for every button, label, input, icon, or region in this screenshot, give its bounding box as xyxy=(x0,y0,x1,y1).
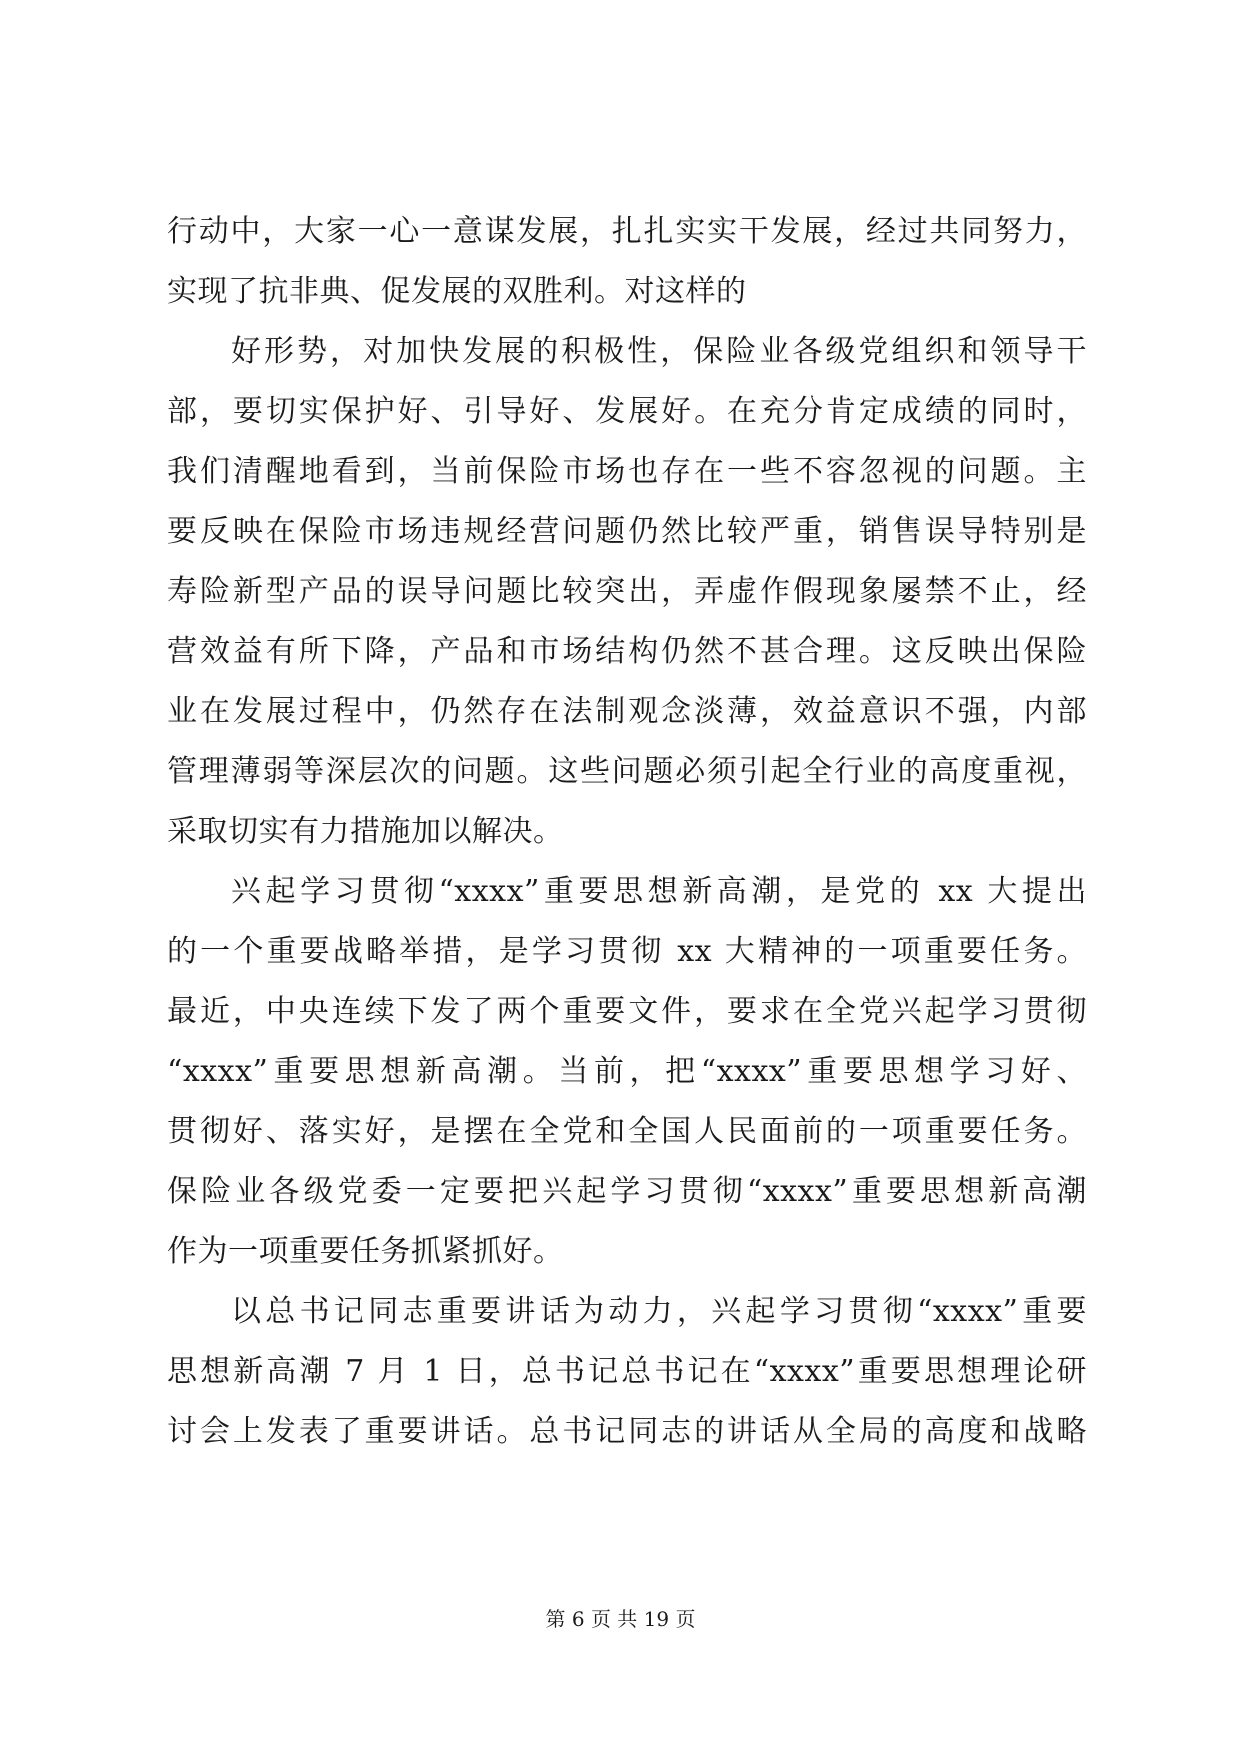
text-line: 好形势，对加快发展的积极性，保险业各级党组织和领导干 xyxy=(231,334,1087,369)
text-line: 营效益有所下降，产品和市场结构仍然不甚合理。这反映出保险 xyxy=(167,634,1087,669)
document-body xyxy=(167,202,1087,1462)
text-line: 实现了抗非典、促发展的双胜利。对这样的 xyxy=(167,274,747,309)
text-line: 思想新高潮 7 月 1 日，总书记总书记在“xxxx”重要思想理论研 xyxy=(167,1354,1087,1389)
text-line: 行动中，大家一心一意谋发展，扎扎实实干发展，经过共同努力， xyxy=(167,214,1087,249)
page-footer: 第 6 页 共 19 页 xyxy=(545,1607,696,1631)
text-line: 管理薄弱等深层次的问题。这些问题必须引起全行业的高度重视， xyxy=(167,754,1087,789)
text-line: 兴起学习贯彻“xxxx”重要思想新高潮，是党的 xx 大提出 xyxy=(231,874,1087,909)
text-line: 作为一项重要任务抓紧抓好。 xyxy=(167,1234,564,1269)
text-line: 讨会上发表了重要讲话。总书记同志的讲话从全局的高度和战略 xyxy=(167,1414,1087,1449)
text-line: 贯彻好、落实好，是摆在全党和全国人民面前的一项重要任务。 xyxy=(167,1114,1087,1149)
text-line: 以总书记同志重要讲话为动力，兴起学习贯彻“xxxx”重要 xyxy=(231,1294,1087,1329)
text-line: 采取切实有力措施加以解决。 xyxy=(167,814,564,849)
text-line: 业在发展过程中，仍然存在法制观念淡薄，效益意识不强，内部 xyxy=(167,694,1087,729)
text-line: 的一个重要战略举措，是学习贯彻 xx 大精神的一项重要任务。 xyxy=(167,934,1087,969)
text-line: “xxxx”重要思想新高潮。当前，把“xxxx”重要思想学习好、 xyxy=(167,1054,1087,1089)
text-line: 部，要切实保护好、引导好、发展好。在充分肯定成绩的同时， xyxy=(167,394,1087,429)
text-line: 寿险新型产品的误导问题比较突出，弄虚作假现象屡禁不止，经 xyxy=(167,574,1087,609)
text-line: 最近，中央连续下发了两个重要文件，要求在全党兴起学习贯彻 xyxy=(167,994,1087,1029)
text-line: 要反映在保险市场违规经营问题仍然比较严重，销售误导特别是 xyxy=(167,514,1087,549)
text-line: 我们清醒地看到，当前保险市场也存在一些不容忽视的问题。主 xyxy=(167,454,1087,489)
text-line: 保险业各级党委一定要把兴起学习贯彻“xxxx”重要思想新高潮 xyxy=(167,1174,1087,1209)
